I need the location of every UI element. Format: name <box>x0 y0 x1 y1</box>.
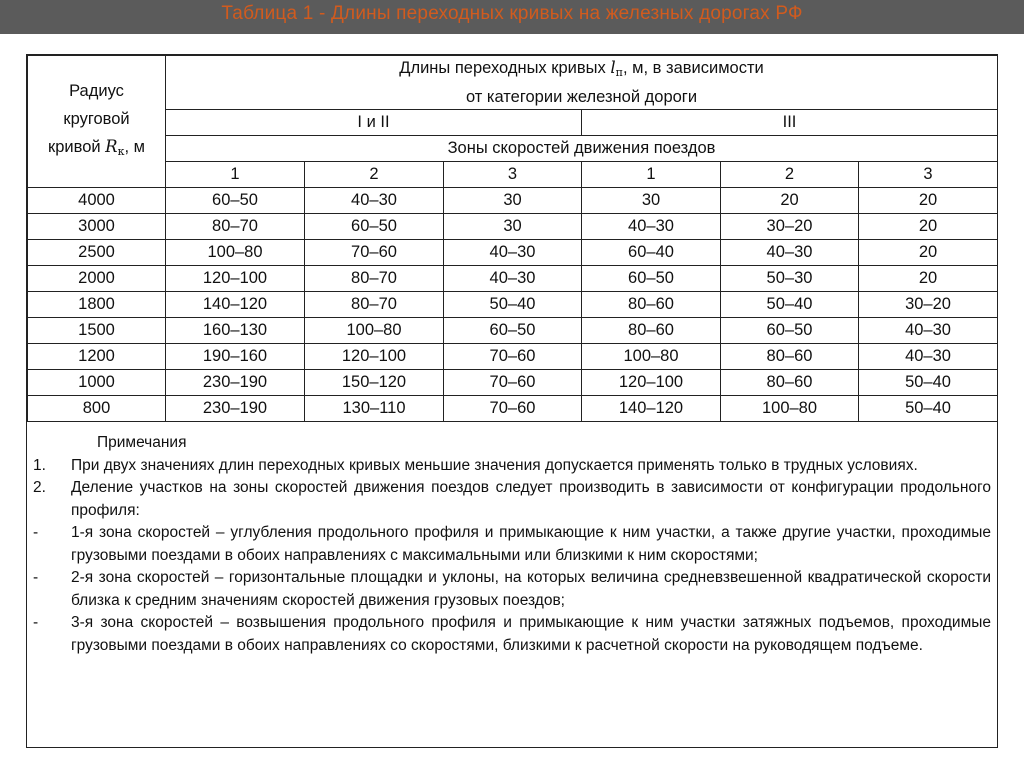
length-cell: 60–50 <box>305 214 444 240</box>
zones-header: Зоны скоростей движения поездов <box>166 136 998 162</box>
note-marker: - <box>33 614 39 631</box>
radius-cell: 800 <box>28 396 166 422</box>
length-cell: 20 <box>859 240 998 266</box>
note-marker: - <box>33 569 39 586</box>
length-cell: 20 <box>721 188 859 214</box>
note-marker: 2. <box>33 479 46 496</box>
table-row <box>28 344 998 370</box>
note-marker: 1. <box>33 456 46 474</box>
note-item <box>27 477 997 522</box>
length-cell: 60–50 <box>721 318 859 344</box>
table-row <box>28 240 998 266</box>
length-cell: 130–110 <box>305 396 444 422</box>
length-cell: 80–60 <box>582 318 721 344</box>
category-header-1-2: I и II <box>166 110 582 136</box>
header-row-zone-numbers <box>28 162 998 188</box>
transition-curves-table <box>27 55 998 422</box>
radius-cell: 3000 <box>28 214 166 240</box>
length-cell: 70–60 <box>444 344 582 370</box>
radius-cell: 2000 <box>28 266 166 292</box>
length-cell: 120–100 <box>305 344 444 370</box>
slide-title: Таблица 1 - Длины переходных кривых на железных дорогах РФ <box>221 3 803 24</box>
length-cell: 80–70 <box>166 214 305 240</box>
note-item <box>27 567 997 612</box>
length-header: Длины переходных кривых $l_п$, м, в зависимости от категории железной дороги <box>166 56 998 110</box>
length-cell: 190–160 <box>166 344 305 370</box>
length-cell: 50–40 <box>859 396 998 422</box>
header-row-categories <box>28 110 998 136</box>
length-cell: 50–40 <box>444 292 582 318</box>
length-cell: 40–30 <box>305 188 444 214</box>
radius-cell: 1200 <box>28 344 166 370</box>
length-cell: 30 <box>444 188 582 214</box>
note-item <box>27 455 997 478</box>
length-cell: 40–30 <box>859 344 998 370</box>
note-marker: - <box>33 524 39 541</box>
title-bar <box>0 0 1024 34</box>
radius-cell: 1800 <box>28 292 166 318</box>
length-cell: 60–40 <box>582 240 721 266</box>
zone-number: 2 <box>721 162 859 188</box>
length-cell: 80–60 <box>582 292 721 318</box>
radius-cell: 2500 <box>28 240 166 266</box>
category-header-3: III <box>582 110 998 136</box>
table-row <box>28 318 998 344</box>
radius-header: Радиус круговой кривой $R_к$, м <box>28 56 166 188</box>
table-row <box>28 214 998 240</box>
length-cell: 50–40 <box>859 370 998 396</box>
length-cell: 40–30 <box>444 266 582 292</box>
table-row <box>28 396 998 422</box>
note-item <box>27 612 997 657</box>
notes-title: Примечания <box>97 434 187 451</box>
length-cell: 160–130 <box>166 318 305 344</box>
document-sheet <box>26 54 998 748</box>
length-cell: 140–120 <box>166 292 305 318</box>
length-cell: 80–60 <box>721 344 859 370</box>
table-row <box>28 292 998 318</box>
length-cell: 80–70 <box>305 266 444 292</box>
note-text: 2-я зона скоростей – горизонтальные площадки и уклоны, на которых величина средневзвешенной квадратической скорости близка к средним значениям скоростей движения грузовых поездов; <box>71 569 991 609</box>
length-cell: 30 <box>582 188 721 214</box>
length-cell: 80–60 <box>721 370 859 396</box>
length-cell: 70–60 <box>444 370 582 396</box>
length-cell: 100–80 <box>305 318 444 344</box>
note-text: 3-я зона скоростей – возвышения продольного профиля и примыкающие к ним участки затяжных подъемов, проходимые грузовыми поездами в обоих направлениях со скоростями, близкими к расчетной скорости на руководящем подъеме. <box>71 614 991 654</box>
length-cell: 120–100 <box>582 370 721 396</box>
length-cell: 60–50 <box>444 318 582 344</box>
length-cell: 20 <box>859 266 998 292</box>
note-text: Деление участков на зоны скоростей движения поездов следует производить в зависимости от конфигурации продольного профиля: <box>71 479 991 519</box>
zone-number: 1 <box>166 162 305 188</box>
table-row <box>28 370 998 396</box>
header-row-1 <box>28 56 998 110</box>
length-cell: 140–120 <box>582 396 721 422</box>
radius-cell: 1500 <box>28 318 166 344</box>
length-cell: 30–20 <box>859 292 998 318</box>
length-cell: 40–30 <box>582 214 721 240</box>
length-cell: 50–40 <box>721 292 859 318</box>
note-item <box>27 522 997 567</box>
length-cell: 60–50 <box>166 188 305 214</box>
length-cell: 40–30 <box>444 240 582 266</box>
length-cell: 40–30 <box>721 240 859 266</box>
length-cell: 40–30 <box>859 318 998 344</box>
length-cell: 100–80 <box>721 396 859 422</box>
zone-number: 1 <box>582 162 721 188</box>
note-text: При двух значениях длин переходных кривых меньшие значения допускается применять только в трудных условиях. <box>71 456 918 474</box>
table-row <box>28 266 998 292</box>
length-cell: 30 <box>444 214 582 240</box>
length-cell: 230–190 <box>166 370 305 396</box>
length-cell: 20 <box>859 214 998 240</box>
length-cell: 50–30 <box>721 266 859 292</box>
length-cell: 100–80 <box>582 344 721 370</box>
length-cell: 70–60 <box>305 240 444 266</box>
length-cell: 230–190 <box>166 396 305 422</box>
header-row-zones <box>28 136 998 162</box>
length-cell: 70–60 <box>444 396 582 422</box>
length-cell: 30–20 <box>721 214 859 240</box>
note-text: 1-я зона скоростей – углубления продольного профиля и примыкающие к ним участки, а также другие участки, проходимые грузовыми поездами в обоих направлениях с максимальными или близкими к ним скоростями; <box>71 524 991 564</box>
notes-section <box>27 432 997 657</box>
radius-cell: 1000 <box>28 370 166 396</box>
table-row <box>28 188 998 214</box>
zone-number: 2 <box>305 162 444 188</box>
zone-number: 3 <box>859 162 998 188</box>
length-cell: 100–80 <box>166 240 305 266</box>
radius-cell: 4000 <box>28 188 166 214</box>
length-cell: 150–120 <box>305 370 444 396</box>
length-cell: 60–50 <box>582 266 721 292</box>
zone-number: 3 <box>444 162 582 188</box>
length-cell: 80–70 <box>305 292 444 318</box>
length-cell: 120–100 <box>166 266 305 292</box>
length-cell: 20 <box>859 188 998 214</box>
